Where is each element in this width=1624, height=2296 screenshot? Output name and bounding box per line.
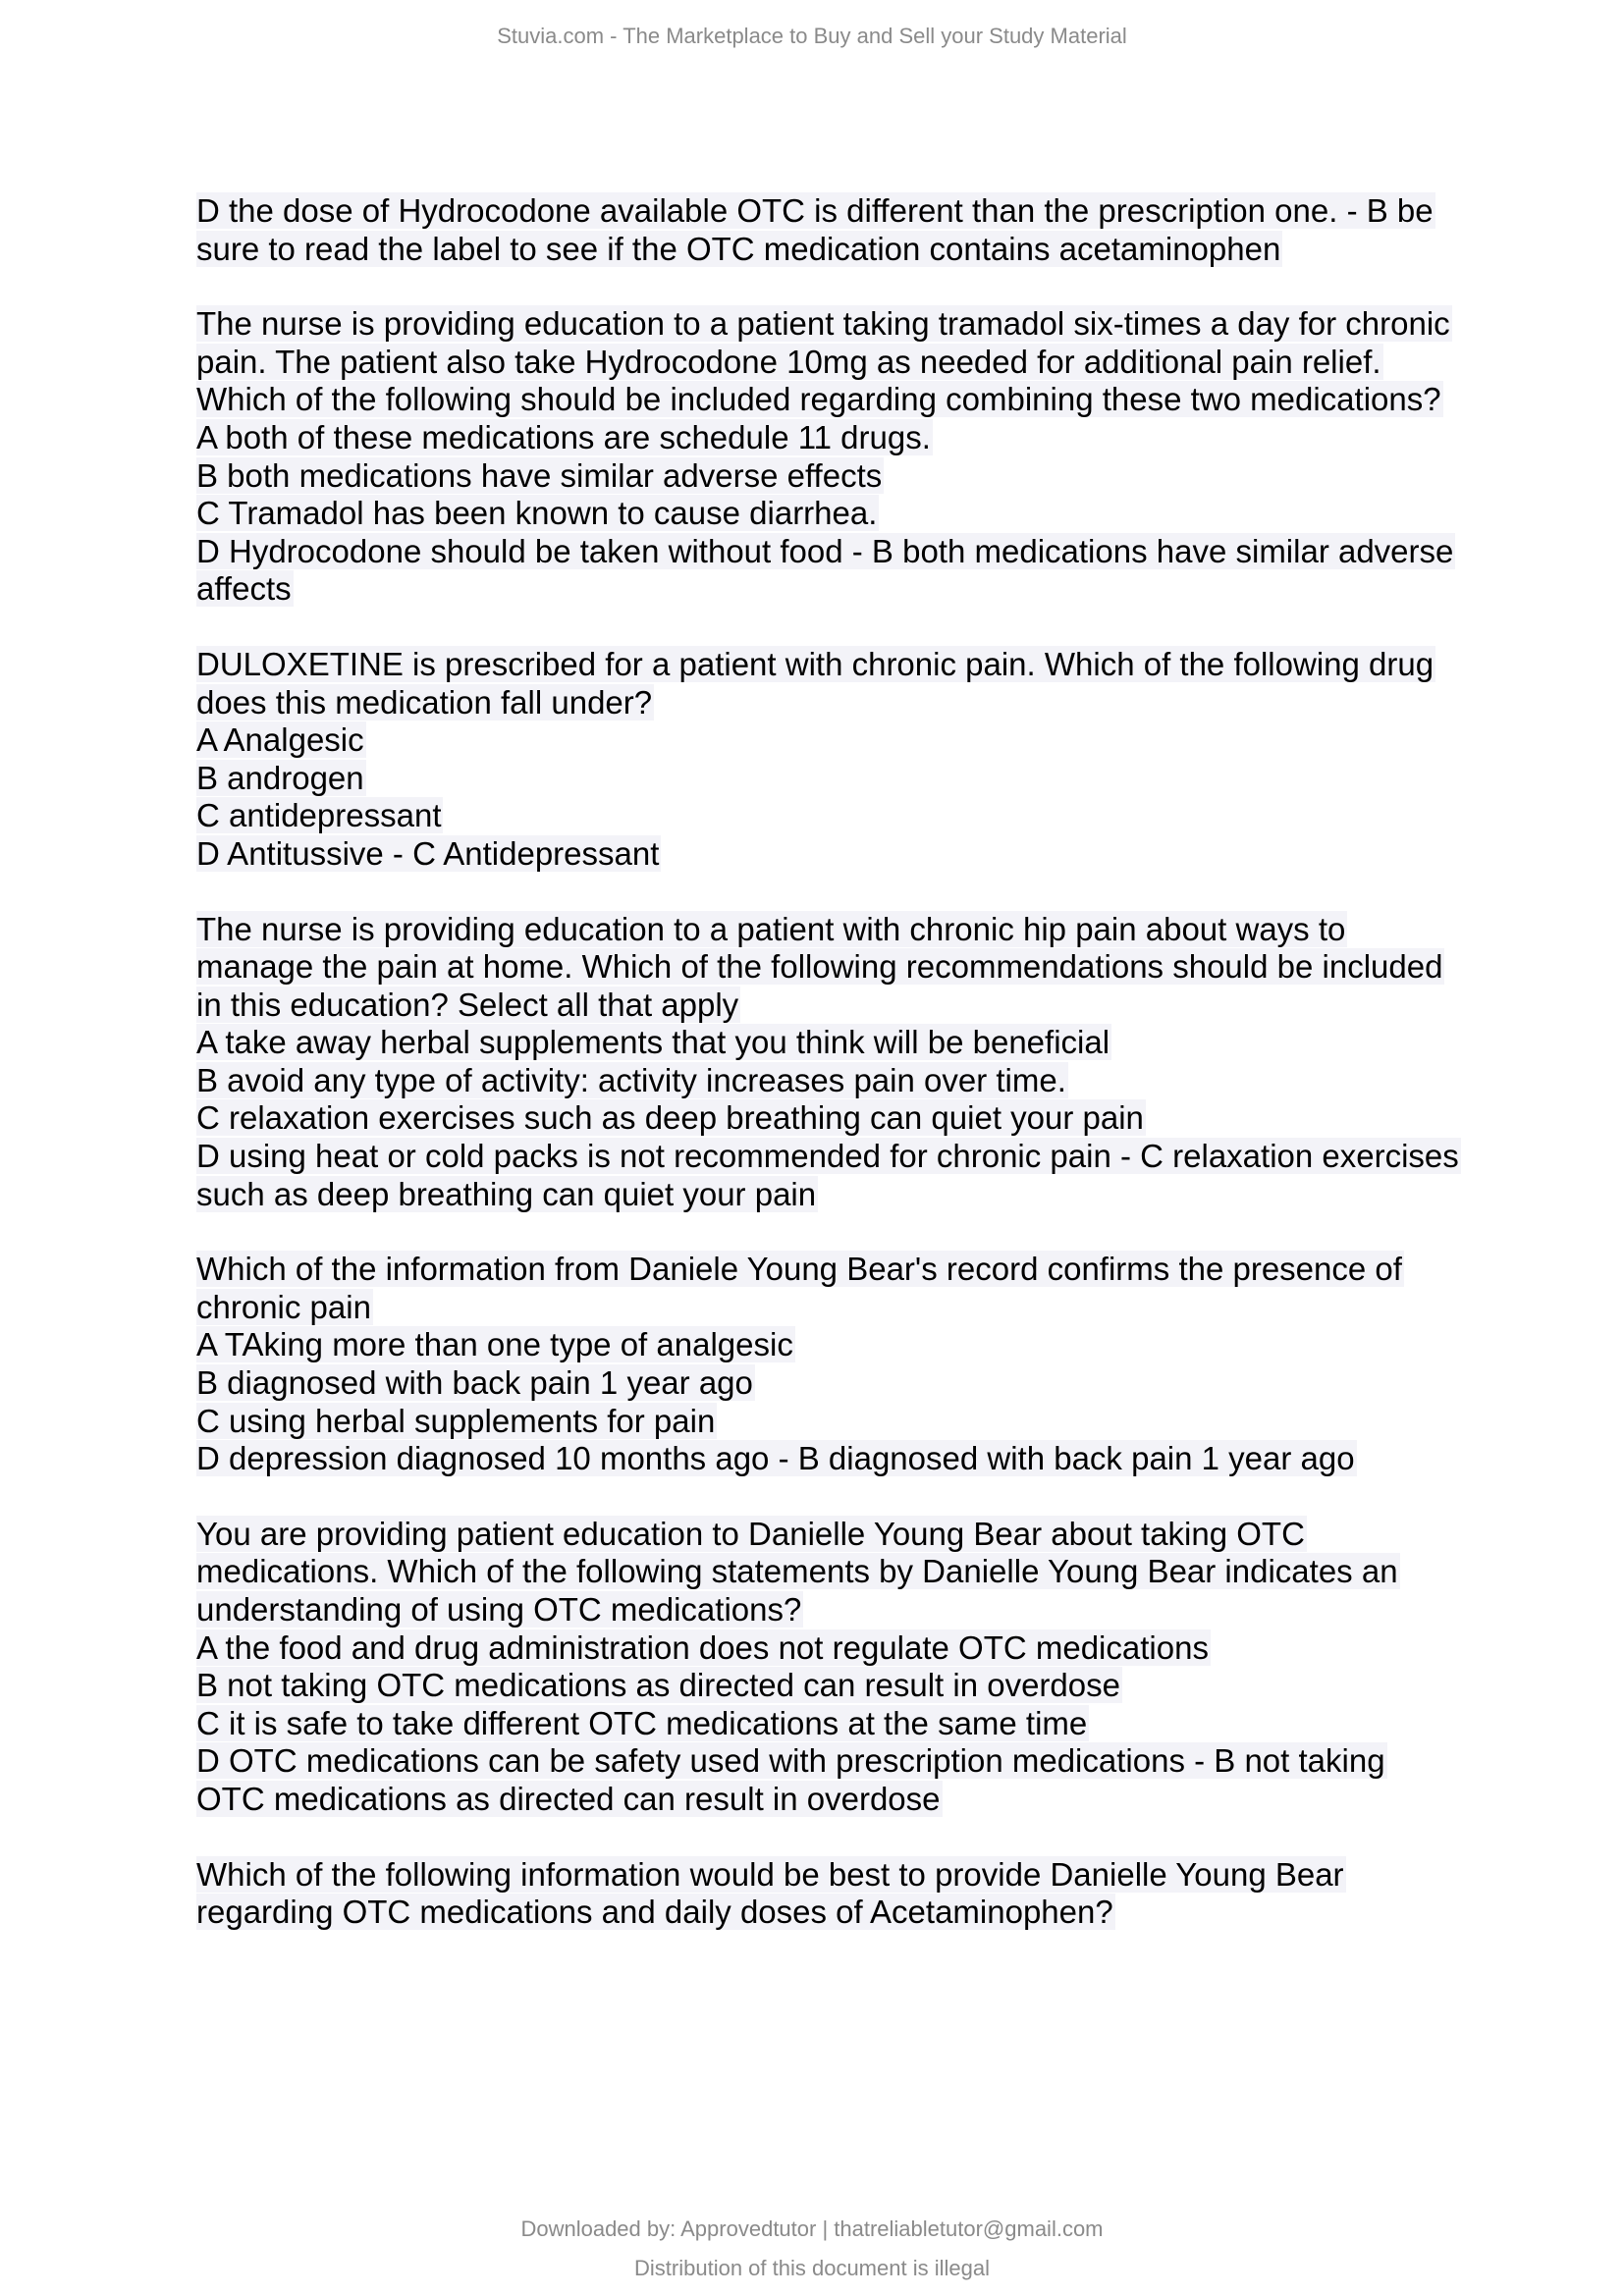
text-line: OTC medications as directed can result in overdose — [196, 1780, 941, 1817]
text-line: A TAking more than one type of analgesic — [196, 1326, 793, 1363]
text-line: B diagnosed with back pain 1 year ago — [196, 1364, 753, 1402]
question-block-1 — [196, 192, 1492, 268]
question-block-2 — [196, 305, 1492, 609]
text-line: D Hydrocodone should be taken without food - B both medications have similar adverse — [196, 532, 1454, 569]
text-line: D the dose of Hydrocodone available OTC is different than the prescription one. - B be — [196, 192, 1434, 229]
text-line: C using herbal supplements for pain — [196, 1402, 716, 1439]
text-line: manage the pain at home. Which of the following recommendations should be included — [196, 948, 1443, 986]
document-body — [196, 192, 1492, 1969]
text-line: D OTC medications can be safety used with prescription medications - B not taking — [196, 1742, 1385, 1780]
text-line: B not taking OTC medications as directed can result in overdose — [196, 1667, 1120, 1704]
text-line: You are providing patient education to Danielle Young Bear about taking OTC — [196, 1515, 1305, 1552]
text-line: A take away herbal supplements that you think will be beneficial — [196, 1024, 1110, 1061]
text-line: Which of the following information would be best to provide Danielle Young Bear — [196, 1855, 1344, 1893]
text-line: chronic pain — [196, 1288, 371, 1325]
text-line: A both of these medications are schedule 11 drugs. — [196, 418, 931, 455]
text-line: B avoid any type of activity: activity increases pain over time. — [196, 1061, 1066, 1098]
text-line: in this education? Select all that apply — [196, 986, 739, 1023]
text-line: DULOXETINE is prescribed for a patient with chronic pain. Which of the following drug — [196, 645, 1435, 682]
text-line: B androgen — [196, 759, 364, 796]
text-line: C relaxation exercises such as deep breathing can quiet your pain — [196, 1099, 1144, 1137]
text-line: C antidepressant — [196, 797, 442, 834]
header-watermark: Stuvia.com - The Marketplace to Buy and Sell your Study Material — [497, 24, 1127, 48]
text-line: D depression diagnosed 10 months ago - B diagnosed with back pain 1 year ago — [196, 1440, 1355, 1477]
question-block-6 — [196, 1516, 1492, 1819]
text-line: does this medication fall under? — [196, 683, 653, 721]
question-block-5 — [196, 1251, 1492, 1478]
text-line: affects — [196, 570, 292, 608]
footer-downloaded-by: Downloaded by: Approvedtutor | thatreliabletutor@gmail.com — [520, 2216, 1104, 2241]
text-line: pain. The patient also take Hydrocodone 10mg as needed for additional pain relief. — [196, 343, 1381, 380]
text-line: A Analgesic — [196, 721, 364, 759]
text-line: sure to read the label to see if the OTC medication contains acetaminophen — [196, 230, 1281, 267]
question-block-4 — [196, 911, 1492, 1214]
question-block-3 — [196, 646, 1492, 874]
footer-distribution-notice: Distribution of this document is illegal — [634, 2256, 990, 2280]
text-line: such as deep breathing can quiet your pain — [196, 1175, 817, 1212]
text-line: understanding of using OTC medications? — [196, 1591, 802, 1628]
text-line: Which of the information from Daniele Young Bear's record confirms the presence of — [196, 1251, 1402, 1288]
text-line: The nurse is providing education to a patient taking tramadol six-times a day for chronic — [196, 305, 1450, 343]
text-line: C it is safe to take different OTC medications at the same time — [196, 1704, 1088, 1741]
text-line: B both medications have similar adverse effects — [196, 456, 883, 494]
text-line: regarding OTC medications and daily doses of Acetaminophen? — [196, 1894, 1113, 1931]
text-line: medications. Which of the following statements by Danielle Young Bear indicates an — [196, 1553, 1398, 1590]
text-line: D using heat or cold packs is not recommended for chronic pain - C relaxation exercises — [196, 1138, 1459, 1175]
text-line: Which of the following should be included regarding combining these two medications? — [196, 381, 1441, 418]
text-line: The nurse is providing education to a patient with chronic hip pain about ways to — [196, 910, 1346, 947]
text-line: A the food and drug administration does not regulate OTC medications — [196, 1629, 1209, 1666]
text-line: C Tramadol has been known to cause diarrhea. — [196, 495, 878, 532]
question-block-7 — [196, 1856, 1492, 1932]
text-line: D Antitussive - C Antidepressant — [196, 834, 660, 872]
